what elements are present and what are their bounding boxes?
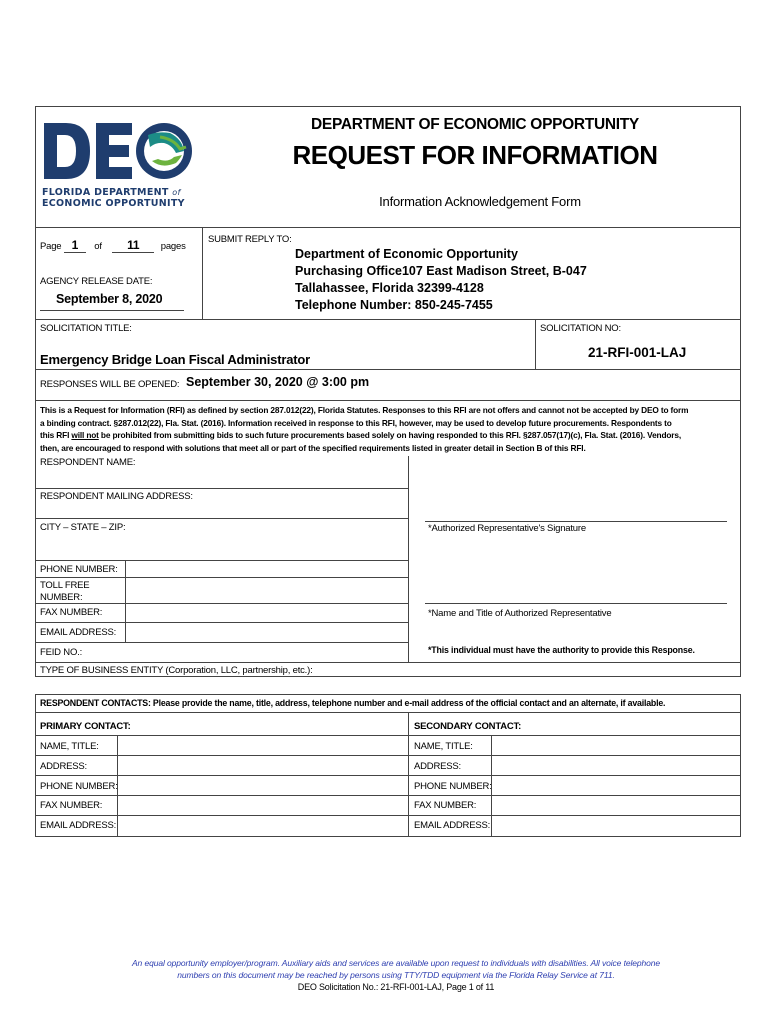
footer-eeo-line-2: numbers on this document may be reached by persons using TTY/TDD equipment via the Florida Relay Service at 711.	[177, 970, 615, 980]
toll-free-label-1: TOLL FREE	[40, 580, 90, 591]
solicitation-number-label: SOLICITATION NO:	[540, 323, 621, 334]
signature-caption	[428, 523, 586, 534]
secondary-fax-label: FAX NUMBER:	[414, 800, 477, 811]
pages-label: pages	[160, 241, 186, 252]
fax-number-label: FAX NUMBER:	[40, 607, 103, 618]
agency-release-date: September 8, 2020	[56, 292, 163, 306]
name-title-caption-text: Name and Title of Authorized Representative	[431, 608, 612, 619]
business-entity-field[interactable]	[300, 663, 740, 676]
toll-free-field[interactable]	[126, 578, 408, 603]
logo-line1-text: FLORIDA DEPARTMENT	[42, 187, 169, 198]
secondary-phone-label: PHONE NUMBER:	[414, 781, 492, 792]
submit-reply-label: SUBMIT REPLY TO:	[208, 234, 292, 245]
deo-logo-mark	[40, 117, 200, 187]
form-subtitle: Information Acknowledgement Form	[379, 194, 581, 209]
authority-note	[428, 645, 695, 655]
primary-address-field[interactable]	[118, 756, 407, 775]
toll-free-label	[40, 580, 89, 604]
primary-contact-heading: PRIMARY CONTACT:	[40, 721, 131, 732]
secondary-fax-field[interactable]	[492, 796, 740, 815]
primary-name-title-field[interactable]	[118, 736, 407, 755]
authority-asterisk: *	[428, 645, 432, 655]
secondary-name-title-label: NAME, TITLE:	[414, 741, 473, 752]
footer-page-reference: DEO Solicitation No.: 21-RFI-001-LAJ, Page 1 of 11	[297, 982, 495, 992]
secondary-contact-heading: SECONDARY CONTACT:	[414, 721, 522, 732]
email-address-field[interactable]	[126, 623, 408, 641]
phone-number-field[interactable]	[126, 561, 408, 577]
primary-phone-label: PHONE NUMBER:	[40, 781, 118, 792]
page-title: REQUEST FOR INFORMATION	[292, 140, 658, 170]
primary-fax-label: FAX NUMBER:	[40, 800, 103, 811]
primary-address-label: ADDRESS:	[40, 761, 87, 772]
secondary-address-label: ADDRESS:	[414, 761, 461, 772]
primary-phone-field[interactable]	[118, 776, 407, 795]
disclaimer-line-2: a binding contract. §287.012(22), Fla. Stat. (2016). Information received in response to this RFI, however, may be used to develop future procurements. Respondents to	[40, 417, 672, 428]
signature-asterisk: *	[428, 523, 432, 534]
feid-label: FEID NO.:	[40, 647, 83, 658]
secondary-email-field[interactable]	[492, 816, 740, 835]
secondary-email-label: EMAIL ADDRESS:	[414, 820, 491, 831]
secondary-name-title-field[interactable]	[492, 736, 740, 755]
respondent-name-label: RESPONDENT NAME:	[40, 457, 136, 468]
logo-line1-suffix: of	[172, 188, 181, 197]
secondary-phone-field[interactable]	[492, 776, 740, 795]
responses-opened-value: September 30, 2020 @ 3:00 pm	[186, 375, 370, 389]
solicitation-number-value: 21-RFI-001-LAJ	[588, 345, 687, 360]
primary-email-label: EMAIL ADDRESS:	[40, 820, 117, 831]
deo-logo	[40, 117, 200, 212]
authority-note-text: This individual must have the authority to provide this Response.	[431, 645, 695, 655]
toll-free-label-2: NUMBER:	[40, 592, 83, 603]
solicitation-title-value: Emergency Bridge Loan Fiscal Administrator	[40, 352, 310, 367]
page-number: 1	[64, 238, 86, 253]
disclaimer-emphasis: will not	[71, 430, 99, 440]
agency-release-label: AGENCY RELEASE DATE:	[40, 276, 153, 287]
business-entity-label: TYPE OF BUSINESS ENTITY (Corporation, LLC, partnership, etc.):	[40, 665, 313, 676]
solicitation-title-label: SOLICITATION TITLE:	[40, 323, 132, 334]
disclaimer-line-4: then, are encouraged to respond with solutions that meet all or part of the specified requirements listed in greater detail in Section B of this RFI.	[40, 442, 586, 453]
responses-opened-label: RESPONSES WILL BE OPENED:	[40, 379, 180, 390]
respondent-name-field[interactable]	[36, 470, 408, 488]
reply-line-3: Tallahassee, Florida 32399-4128	[295, 281, 484, 295]
email-address-label: EMAIL ADDRESS:	[40, 627, 117, 638]
respondent-mailing-field[interactable]	[36, 503, 408, 518]
total-pages: 11	[112, 238, 154, 253]
phone-number-label: PHONE NUMBER:	[40, 564, 118, 575]
department-heading: DEPARTMENT OF ECONOMIC OPPORTUNITY	[311, 116, 639, 133]
reply-line-4: Telephone Number: 850-245-7455	[295, 298, 493, 312]
primary-name-title-label: NAME, TITLE:	[40, 741, 99, 752]
name-title-asterisk: *	[428, 608, 432, 619]
disclaimer-line-1: This is a Request for Information (RFI) as defined by section 287.012(22), Florida Statutes. Responses to this RFI are not offers and cannot not be accepted by DEO to form	[40, 405, 689, 415]
logo-line1	[42, 187, 181, 198]
rfi-disclaimer	[40, 404, 688, 454]
city-state-zip-field[interactable]	[36, 535, 408, 560]
footer-eeo-line-1: An equal opportunity employer/program. Auxiliary aids and services are available upon request to individuals with disabilities. All voice telephone	[131, 958, 661, 968]
fax-number-field[interactable]	[126, 604, 408, 622]
name-title-caption	[428, 608, 611, 619]
disclaimer-line-3b: be prohibited from submitting bids to such future procurements based solely on having responded to this RFI. §287.057(17)(c), Fla. Stat. (2016). Vendors,	[98, 430, 681, 440]
respondent-mailing-label: RESPONDENT MAILING ADDRESS:	[40, 491, 193, 502]
page-label: Page	[40, 241, 62, 252]
reply-line-1: Department of Economic Opportunity	[295, 247, 518, 261]
page-count	[40, 238, 186, 253]
contacts-heading: RESPONDENT CONTACTS: Please provide the name, title, address, telephone number and e-mail address of the official contact and an alternate, if available.	[40, 698, 666, 708]
submit-reply-address	[295, 246, 587, 314]
primary-fax-field[interactable]	[118, 796, 407, 815]
primary-email-field[interactable]	[118, 816, 407, 835]
logo-line2: ECONOMIC OPPORTUNITY	[42, 198, 185, 209]
signature-caption-text: Authorized Representative's Signature	[431, 523, 586, 534]
feid-field[interactable]	[100, 643, 408, 661]
city-state-zip-label: CITY – STATE – ZIP:	[40, 522, 126, 533]
reply-line-2: Purchasing Office107 East Madison Street, B-047	[295, 264, 587, 278]
secondary-address-field[interactable]	[492, 756, 740, 775]
disclaimer-line-3	[40, 429, 688, 442]
name-title-field[interactable]	[425, 560, 727, 602]
of-label: of	[94, 241, 102, 252]
disclaimer-line-3a: this RFI	[40, 430, 72, 440]
signature-field[interactable]	[425, 470, 727, 520]
